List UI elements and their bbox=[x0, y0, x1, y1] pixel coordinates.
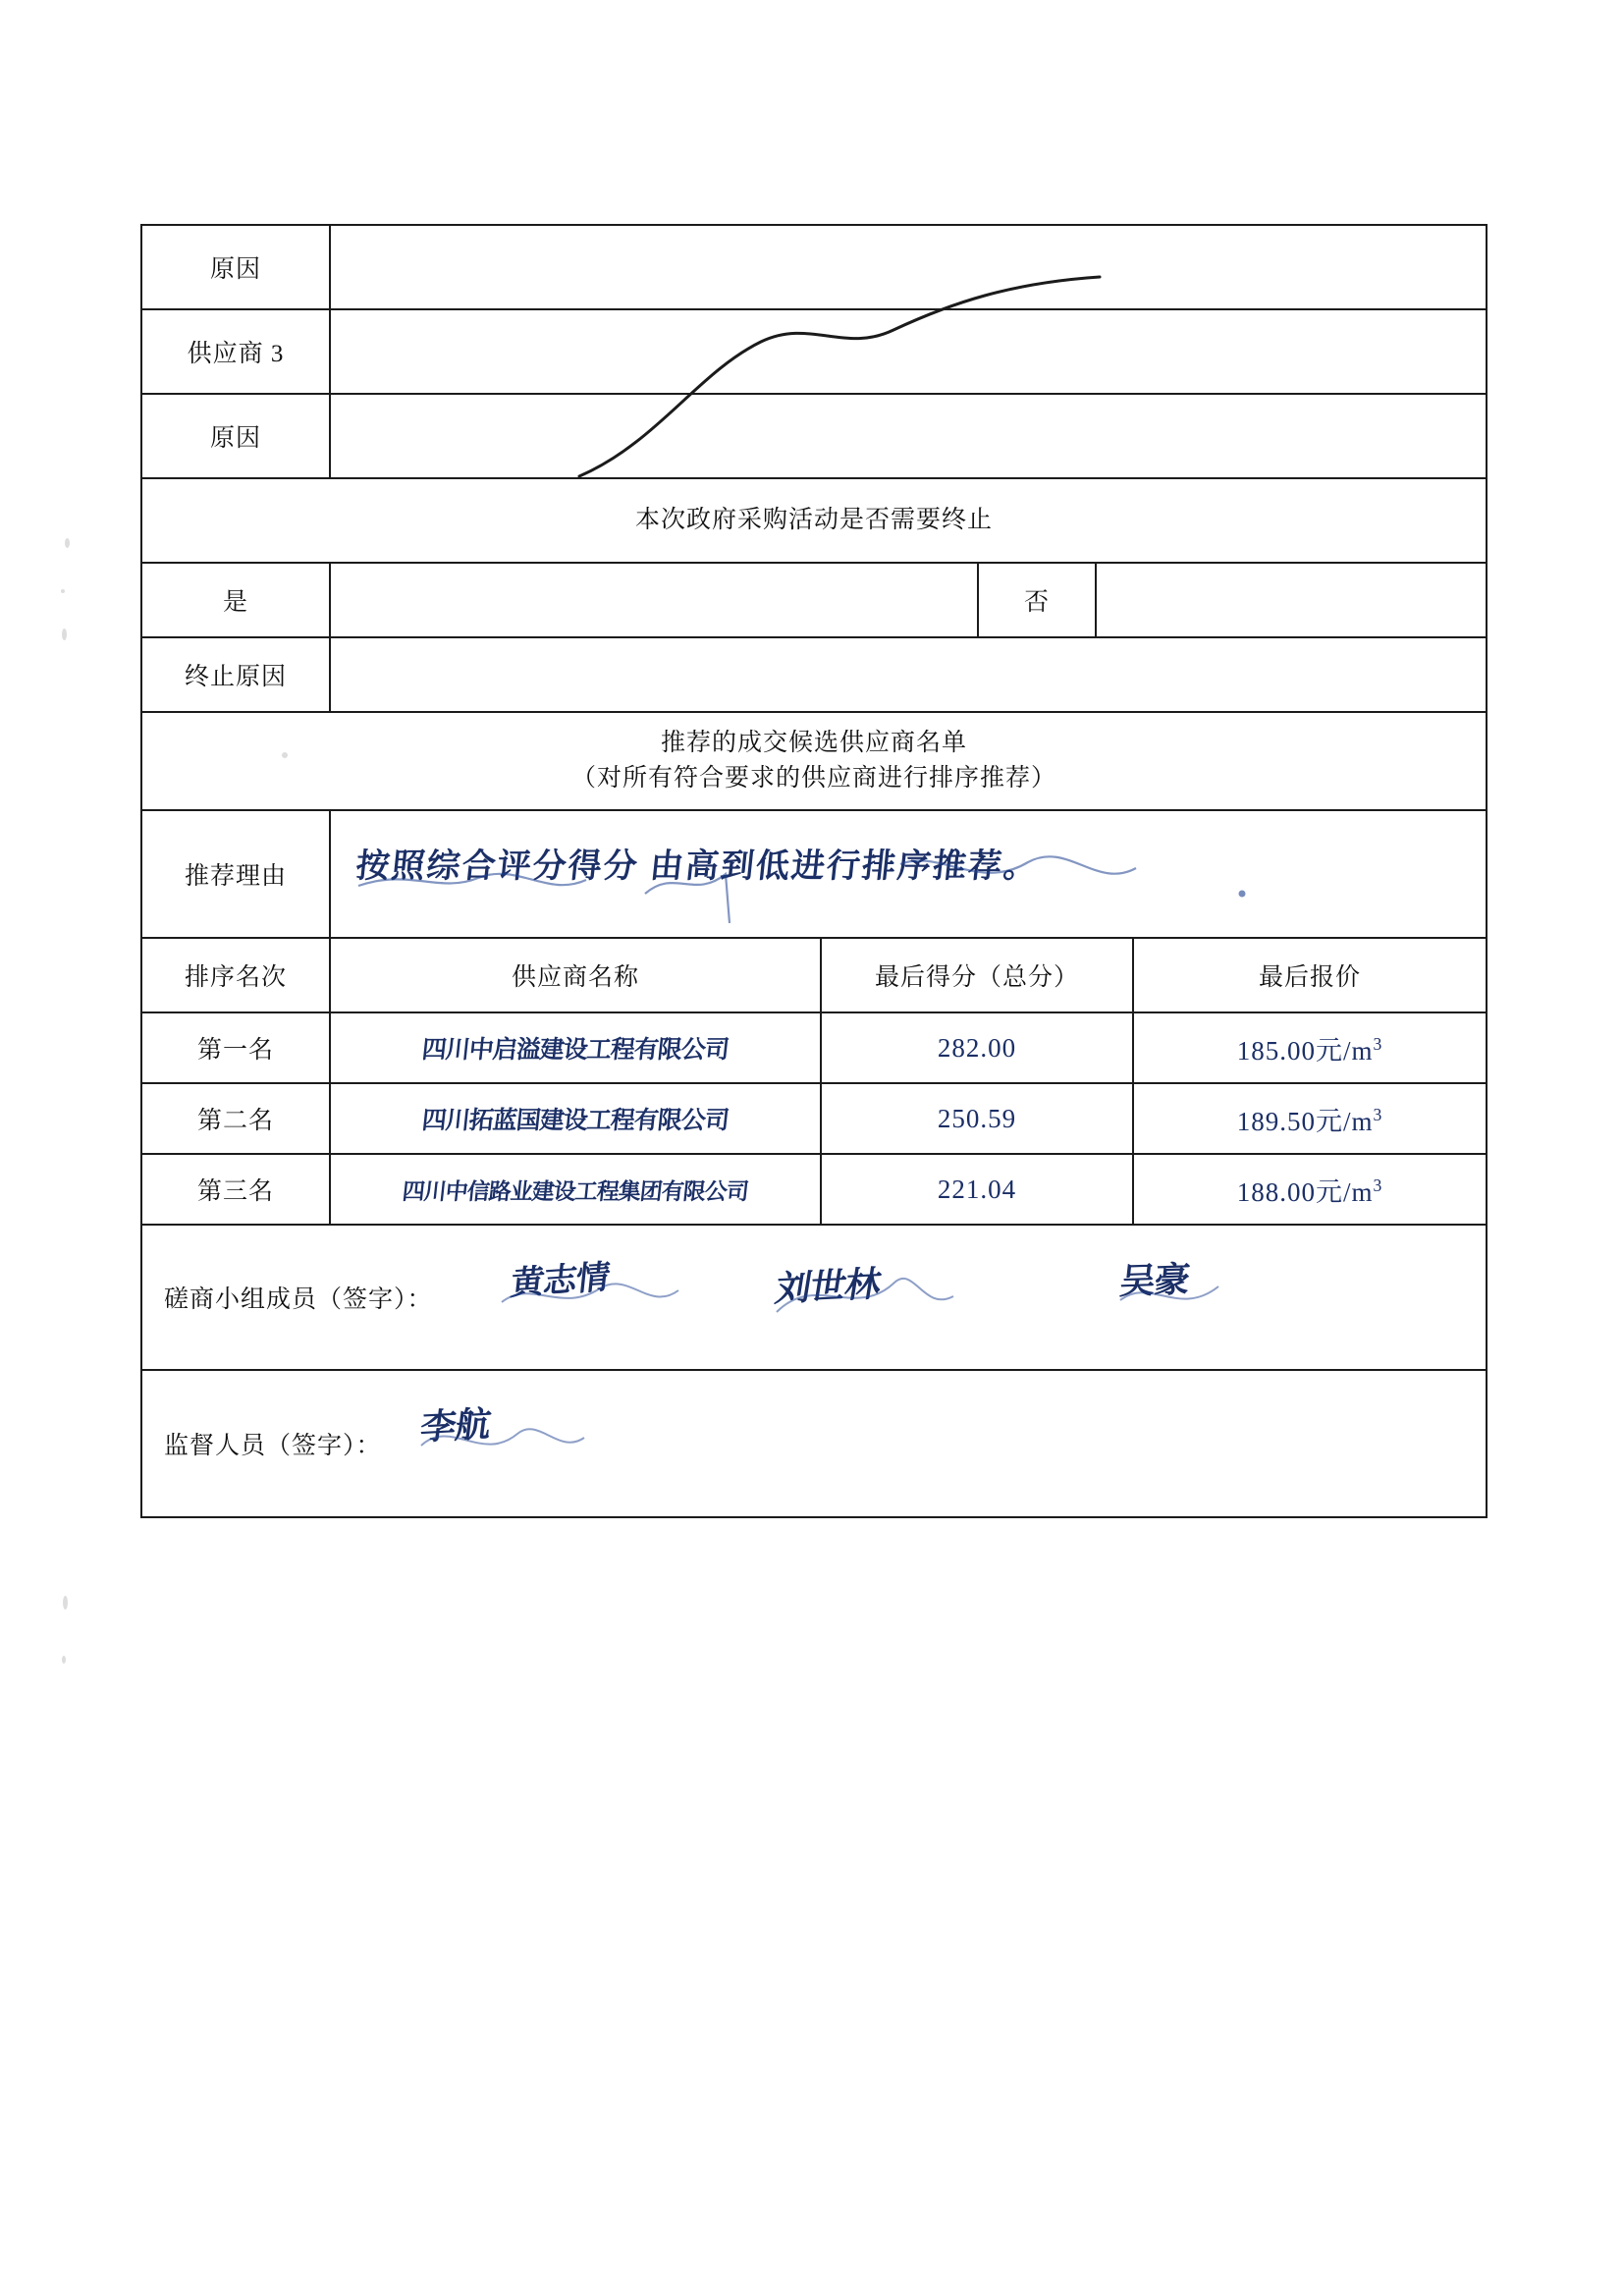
scan-speck bbox=[65, 538, 70, 548]
reason-1-value bbox=[331, 226, 1486, 308]
ranking-header-row bbox=[142, 939, 1486, 1013]
table-row-terminate-reason bbox=[142, 638, 1486, 713]
committee-signature-1: 黄志情 bbox=[508, 1258, 611, 1303]
ranking-header-rank: 排序名次 bbox=[142, 939, 331, 1011]
price-1-handwriting: 185.00元$/m^3$ bbox=[1236, 1033, 1383, 1066]
supervisor-signature-row bbox=[142, 1371, 1486, 1516]
rank-label-1: 第一名 bbox=[142, 1013, 331, 1082]
table-row-supplier-3 bbox=[142, 310, 1486, 395]
supervisor-signature: 李航 bbox=[417, 1403, 493, 1448]
score-1-handwriting: 282.00 bbox=[937, 1032, 1017, 1063]
terminate-question-text: 本次政府采购活动是否需要终止 bbox=[634, 506, 993, 533]
score-2[interactable] bbox=[822, 1084, 1134, 1153]
recommend-reason-handwriting: 按照综合评分得分 由高到低进行排序推荐。 bbox=[353, 847, 1042, 885]
supplier-name-3[interactable] bbox=[331, 1155, 822, 1224]
supplier-name-2-handwriting: 四川拓蓝国建设工程有限公司 bbox=[420, 1107, 730, 1134]
recommend-title-line-2: （对所有符合要求的供应商进行排序推荐） bbox=[570, 765, 1056, 792]
committee-signature-3: 吴豪 bbox=[1116, 1258, 1191, 1302]
rank-label-3: 第三名 bbox=[142, 1155, 331, 1224]
price-3[interactable] bbox=[1134, 1155, 1486, 1224]
score-3[interactable] bbox=[822, 1155, 1134, 1224]
no-label: 否 bbox=[979, 564, 1097, 636]
recommend-title-line-1: 推荐的成交候选供应商名单 bbox=[660, 729, 967, 756]
table-row-reason-2 bbox=[142, 395, 1486, 479]
evaluation-form-table bbox=[140, 224, 1488, 1518]
price-3-handwriting: 188.00元$/m^3$ bbox=[1236, 1175, 1383, 1207]
supplier-3-label: 供应商 3 bbox=[142, 310, 331, 393]
recommend-reason-label: 推荐理由 bbox=[142, 811, 331, 937]
supplier-name-3-handwriting: 四川中信路业建设工程集团有限公司 bbox=[401, 1177, 750, 1204]
reason-2-label: 原因 bbox=[142, 395, 331, 477]
supervisor-signature-label: 监督人员（签字）： bbox=[164, 1433, 382, 1459]
scan-speck bbox=[62, 1656, 66, 1664]
supplier-3-value bbox=[331, 310, 1486, 393]
table-row bbox=[142, 1155, 1486, 1226]
score-1[interactable] bbox=[822, 1013, 1134, 1082]
price-2-handwriting: 189.50元$/m^3$ bbox=[1236, 1104, 1383, 1136]
price-2[interactable] bbox=[1134, 1084, 1486, 1153]
score-2-handwriting: 250.59 bbox=[937, 1103, 1017, 1133]
ranking-header-score: 最后得分（总分） bbox=[822, 939, 1134, 1011]
supervisor-signature-area[interactable] bbox=[382, 1371, 1486, 1516]
table-row bbox=[142, 1084, 1486, 1155]
score-3-handwriting: 221.04 bbox=[937, 1174, 1017, 1204]
supplier-name-1[interactable] bbox=[331, 1013, 822, 1082]
no-value[interactable] bbox=[1097, 564, 1486, 636]
reason-2-value bbox=[331, 395, 1486, 477]
ranking-header-price: 最后报价 bbox=[1258, 964, 1361, 991]
terminate-reason-value[interactable] bbox=[331, 638, 1486, 711]
committee-signature-area[interactable] bbox=[433, 1226, 1486, 1369]
table-row bbox=[142, 1013, 1486, 1084]
recommend-title bbox=[142, 713, 1486, 809]
table-row-recommend-reason bbox=[142, 811, 1486, 939]
table-row-yes-no bbox=[142, 564, 1486, 638]
supplier-name-2[interactable] bbox=[331, 1084, 822, 1153]
table-row-recommend-title bbox=[142, 713, 1486, 811]
committee-signature-row bbox=[142, 1226, 1486, 1371]
supplier-name-1-handwriting: 四川中启溢建设工程有限公司 bbox=[420, 1036, 730, 1064]
scan-speck bbox=[63, 1596, 68, 1610]
yes-value[interactable] bbox=[331, 564, 979, 636]
committee-signature-2: 刘世林 bbox=[772, 1263, 884, 1309]
table-row-reason-1 bbox=[142, 226, 1486, 310]
scan-speck bbox=[62, 629, 67, 640]
price-1[interactable] bbox=[1134, 1013, 1486, 1082]
committee-signature-label: 磋商小组成员（签字）： bbox=[164, 1286, 433, 1313]
reason-1-label: 原因 bbox=[142, 226, 331, 308]
recommend-reason-value[interactable] bbox=[331, 811, 1486, 937]
committee-signature-ink bbox=[492, 1243, 1317, 1351]
scan-speck bbox=[61, 589, 65, 593]
table-row-terminate-question bbox=[142, 479, 1486, 564]
rank-label-2: 第二名 bbox=[142, 1084, 331, 1153]
yes-label: 是 bbox=[142, 564, 331, 636]
terminate-reason-label: 终止原因 bbox=[142, 638, 331, 711]
ranking-header-supplier: 供应商名称 bbox=[331, 939, 822, 1011]
